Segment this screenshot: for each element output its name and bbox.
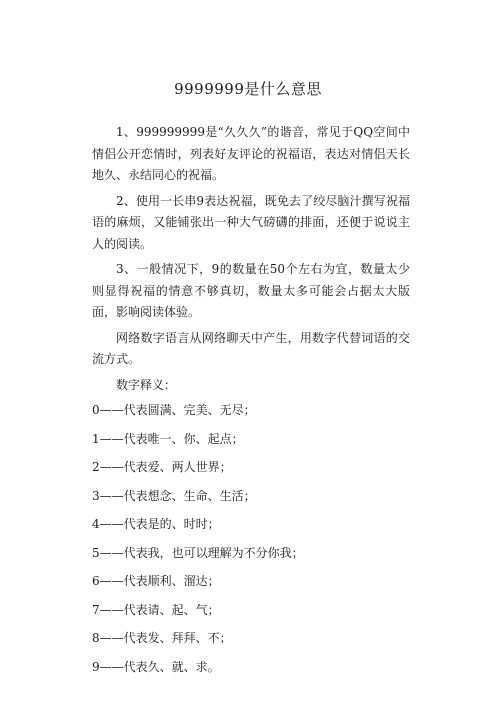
- definition-item: 8——代表发、拜拜、不；: [92, 631, 232, 645]
- definition-item: 3——代表想念、生命、生活；: [92, 488, 256, 503]
- definition-item: 1——代表唯一、你、起点；: [92, 431, 244, 446]
- paragraph-4: 网络数字语言从网络聊天中产生，用数字代替词语的交流方式。: [92, 330, 410, 366]
- definition-item: 4——代表是的、时时；: [92, 517, 220, 531]
- document-body: [92, 122, 410, 685]
- definition-item: 6——代表顺利、溜达；: [92, 574, 220, 588]
- definition-item: 0——代表圆满、完美、无尽；: [92, 403, 256, 417]
- section-heading: 数字释义：: [116, 377, 177, 392]
- definition-item: 2——代表爱、两人世界；: [92, 460, 232, 474]
- definition-item: 9——代表久、就、求。: [92, 659, 220, 674]
- page-title: 9999999是什么意思: [174, 80, 322, 98]
- paragraph-2: 2、使用一长串9表达祝福，既免去了绞尽脑汁撰写祝福语的麻烦，又能铺张出一种大气磅礴的排面，还便于说说主人的阅读。: [92, 193, 410, 251]
- paragraph-3: 3、一般情况下，9的数量在50个左右为宜，数量太少则显得祝福的情意不够真切，数量太多可能会占据太大版面，影响阅读体验。: [92, 262, 410, 319]
- definition-list: [92, 400, 410, 678]
- definition-item: 5——代表我，也可以理解为不分你我；: [92, 545, 304, 560]
- definition-item: 7——代表请、起、气；: [92, 602, 220, 617]
- paragraph-1: 1、999999999是“久久久”的谐音，常见于QQ空间中情侣公开恋情时，列表好友评论的祝福语，表达对情侣天长地久、永结同心的祝福。: [92, 125, 410, 182]
